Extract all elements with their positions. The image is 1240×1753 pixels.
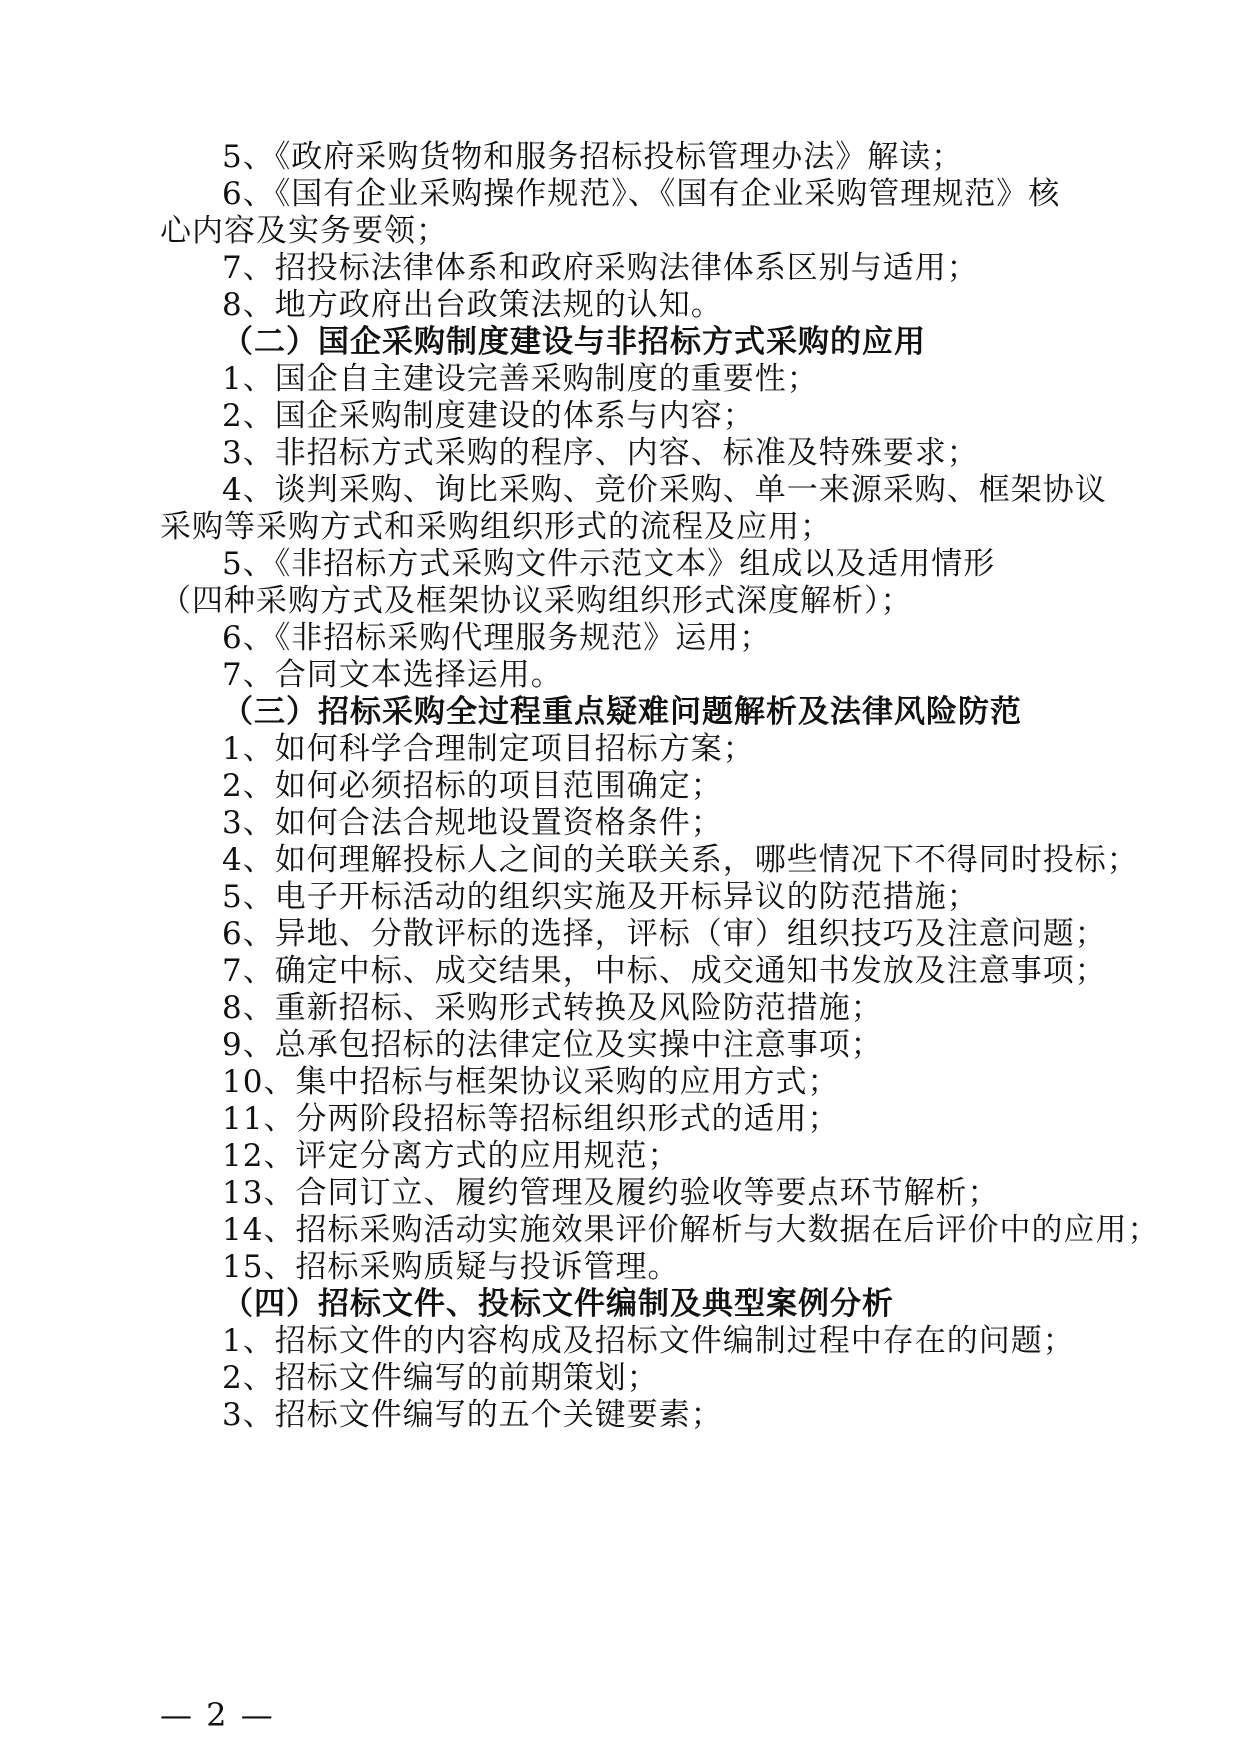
section-3-item-15: 15、招标采购质疑与投诉管理。 — [222, 1249, 680, 1285]
section-3-item-1: 1、如何科学合理制定项目招标方案； — [222, 731, 755, 767]
section-2-item-5-continuation: （四种采购方式及框架协议采购组织形式深度解析）； — [160, 583, 913, 619]
item-6-soe-procurement-specs: 6、《国有企业采购操作规范》、《国有企业采购管理规范》核 — [222, 176, 1061, 212]
section-2-item-1: 1、国企自主建设完善采购制度的重要性； — [222, 361, 819, 397]
section-3-item-12: 12、评定分离方式的应用规范； — [222, 1138, 680, 1174]
item-6-continuation: 心内容及实务要领； — [160, 213, 448, 249]
section-heading-3: （三）招标采购全过程重点疑难问题解析及法律风险防范 — [222, 694, 1022, 730]
section-3-item-5: 5、电子开标活动的组织实施及开标异议的防范措施； — [222, 879, 979, 915]
section-2-item-5: 5、《非招标方式采购文件示范文本》组成以及适用情形 — [222, 546, 996, 582]
section-heading-2: （二）国企采购制度建设与非招标方式采购的应用 — [222, 324, 926, 360]
section-2-item-6: 6、《非招标采购代理服务规范》运用； — [222, 620, 772, 656]
section-3-item-14: 14、招标采购活动实施效果评价解析与大数据在后评价中的应用； — [222, 1212, 1160, 1248]
section-2-item-7: 7、合同文本选择运用。 — [222, 657, 563, 693]
section-3-item-7: 7、确定中标、成交结果，中标、成交通知书发放及注意事项； — [222, 953, 1107, 989]
section-3-item-6: 6、异地、分散评标的选择，评标（审）组织技巧及注意问题； — [222, 916, 1107, 952]
section-heading-4: （四）招标文件、投标文件编制及典型案例分析 — [222, 1286, 894, 1322]
section-2-item-4: 4、谈判采购、询比采购、竞价采购、单一来源采购、框架协议 — [222, 472, 1107, 508]
section-2-item-3: 3、非招标方式采购的程序、内容、标准及特殊要求； — [222, 435, 979, 471]
item-7-legal-systems: 7、招投标法律体系和政府采购法律体系区别与适用； — [222, 250, 979, 286]
section-3-item-11: 11、分两阶段招标等招标组织形式的适用； — [222, 1101, 840, 1137]
section-3-item-2: 2、如何必须招标的项目范围确定； — [222, 768, 723, 804]
page-number: — 2 — — [160, 1696, 275, 1734]
section-3-item-13: 13、合同订立、履约管理及履约验收等要点环节解析； — [222, 1175, 1000, 1211]
section-4-item-3: 3、招标文件编写的五个关键要素； — [222, 1397, 723, 1433]
section-3-item-4: 4、如何理解投标人之间的关联关系，哪些情况下不得同时投标； — [222, 842, 1139, 878]
item-8-local-policies: 8、地方政府出台政策法规的认知。 — [222, 287, 723, 323]
section-3-item-3: 3、如何合法合规地设置资格条件； — [222, 805, 723, 841]
section-3-item-8: 8、重新招标、采购形式转换及风险防范措施； — [222, 990, 883, 1026]
section-3-item-10: 10、集中招标与框架协议采购的应用方式； — [222, 1064, 840, 1100]
section-2-item-4-continuation: 采购等采购方式和采购组织形式的流程及应用； — [160, 509, 832, 545]
item-5-gov-procurement-measures: 5、《政府采购货物和服务招标投标管理办法》解读； — [222, 139, 964, 175]
section-3-item-9: 9、总承包招标的法律定位及实操中注意事项； — [222, 1027, 883, 1063]
section-2-item-2: 2、国企采购制度建设的体系与内容； — [222, 398, 755, 434]
section-4-item-1: 1、招标文件的内容构成及招标文件编制过程中存在的问题； — [222, 1323, 1075, 1359]
section-4-item-2: 2、招标文件编写的前期策划； — [222, 1360, 659, 1396]
